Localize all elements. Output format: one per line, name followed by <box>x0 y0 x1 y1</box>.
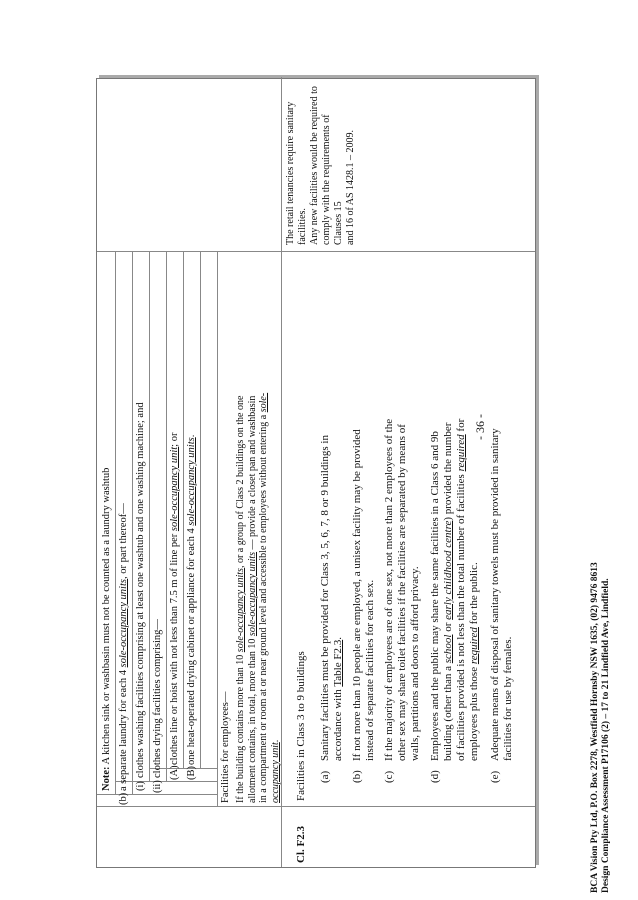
sub-line <box>217 252 218 807</box>
sub-line <box>166 252 167 782</box>
sub-line <box>200 252 201 769</box>
compliance-comment <box>285 85 357 245</box>
laundry-ii-label: (ii) <box>152 780 163 793</box>
item-label: (a) <box>319 770 331 783</box>
laundry-A-text <box>169 433 181 765</box>
sub-vline <box>97 794 217 795</box>
comment-column-divider <box>97 251 535 252</box>
text: in a compartment or room at or near ground level and accessible to employees without entering a <box>258 414 269 803</box>
defined-term: required <box>468 627 480 665</box>
item-label: (d) <box>429 770 441 783</box>
text: a separate laundry for each 4 <box>118 670 129 791</box>
item-e <box>489 263 519 783</box>
text: ; or <box>169 432 180 447</box>
defined-term: sole-occupancy units <box>235 568 246 653</box>
comment-line: The retail tenancies require sanitary facilities. <box>285 101 308 245</box>
item-text: Employees and the public may share the same facilities in a Class 6 and 9b <box>429 431 441 761</box>
defined-term: occupancy unit <box>269 742 281 803</box>
text: clothes line or hoist with not less than 7.5 m of line per <box>169 533 180 765</box>
text: accordance with <box>332 686 344 761</box>
text: or <box>442 619 454 635</box>
item-text: facilities for use by females. <box>502 636 514 761</box>
text: allotment contains, in total, more than 10 <box>246 638 258 803</box>
laundry-i-label: (i) <box>135 781 146 791</box>
laundry-b-label: (b) <box>118 792 129 805</box>
laundry-ii-text: clothes drying facilities comprising— <box>152 619 163 778</box>
footer-line: Design Compliance Assessment P17106 (2) – 17 to 21 Lindfield Ave, Lindfield. <box>601 578 611 893</box>
defined-term: sole-occupancy unit <box>169 446 180 532</box>
item-text: instead of separate facilities for each sex. <box>364 579 376 761</box>
footer <box>590 562 612 893</box>
footer-line: BCA Vision Pty Ltd, P.O. Box 2278, Westfield Hornsby NSW 1635, (02) 9476 8613 <box>590 562 600 893</box>
defined-term: sole-occupancy units <box>246 551 258 637</box>
comment-line: Any new facilities would be required to <box>309 86 320 245</box>
sub-line <box>149 252 150 782</box>
text: . <box>332 637 344 640</box>
item-b <box>351 263 381 783</box>
text: one heat-operated drying cabinet or appliance for each 4 <box>186 528 197 765</box>
defined-term: sole- <box>258 392 269 413</box>
sub-line <box>183 252 184 769</box>
item-text: Adequate means of disposal of sanitary towels must be provided in sanitary <box>489 428 501 761</box>
sub-line <box>132 252 133 795</box>
text: for <box>455 418 467 435</box>
laundry-i-text: clothes washing facilities comprising at least one washtub and one washing machine; and <box>135 402 146 778</box>
item-c <box>383 263 427 783</box>
defined-term: required <box>455 434 467 472</box>
item-label: (b) <box>351 770 363 783</box>
item-label: (e) <box>489 770 501 783</box>
text: . <box>186 434 197 438</box>
row-divider <box>281 77 282 867</box>
text: building (other than a <box>442 663 454 761</box>
laundry-A-label: (A) <box>169 765 180 780</box>
item-label: (c) <box>383 770 395 783</box>
text: , or a group of Class 2 buildings on the one <box>235 395 246 569</box>
item-text: If the majority of employees are of one sex, not more than 2 employees of the <box>383 418 395 761</box>
text: of facilities provided is not less than the total number of facilities <box>455 471 467 761</box>
note-label: Note: <box>101 766 112 791</box>
note-row <box>101 468 113 791</box>
compliance-table <box>96 78 536 868</box>
rotated-page-content <box>96 38 536 868</box>
note-text: A kitchen sink or washbasin must not be counted as a laundry washtub <box>101 467 112 765</box>
defined-term: sole-occupancy units <box>186 437 197 526</box>
employees-paragraph <box>235 255 281 803</box>
item-text: walls, partitions and doors to afford privacy. <box>409 566 421 761</box>
item-text: other sex may share toilet facilities if the facilities are separated by means of <box>396 424 408 761</box>
text: — provide a closet pan and washbasin <box>246 395 258 550</box>
f23-heading: Facilities in Class 3 to 9 buildings <box>295 651 307 801</box>
defined-term: early childhood centre <box>442 520 454 620</box>
text: , or part thereof— <box>118 503 129 580</box>
item-text: Sanitary facilities must be provided for Class 3, 5, 6, 7, 8 or 9 buildings in <box>319 435 331 761</box>
table-link[interactable]: Table F2.3 <box>332 639 344 687</box>
clause-label: Cl. F2.3 <box>295 826 307 863</box>
defined-term: sole-occupancy units <box>118 579 129 668</box>
laundry-B-text <box>186 435 198 765</box>
comment-line: and 16 of AS 1428.1 – 2009. <box>345 130 356 245</box>
text: ) provided the number <box>442 422 454 521</box>
sub-line <box>115 252 116 795</box>
comment-line: comply with the requirements of Clauses 15 <box>321 114 344 245</box>
page-number: - 36 - <box>473 414 487 440</box>
text: If the building contains more than 10 <box>235 654 246 803</box>
text: employees plus those <box>468 664 480 761</box>
laundry-b-text <box>118 503 130 791</box>
item-d <box>429 253 485 783</box>
item-text: If not more than 10 people are employed, a unisex facility may be provided <box>351 429 363 761</box>
text: . <box>269 739 281 743</box>
laundry-B-label: (B) <box>186 766 197 780</box>
clause-column-divider <box>97 806 535 807</box>
sub-vline <box>115 781 217 782</box>
employees-heading: Facilities for employees— <box>220 691 231 803</box>
defined-term: school <box>442 634 454 664</box>
text: for the public. <box>468 562 480 628</box>
